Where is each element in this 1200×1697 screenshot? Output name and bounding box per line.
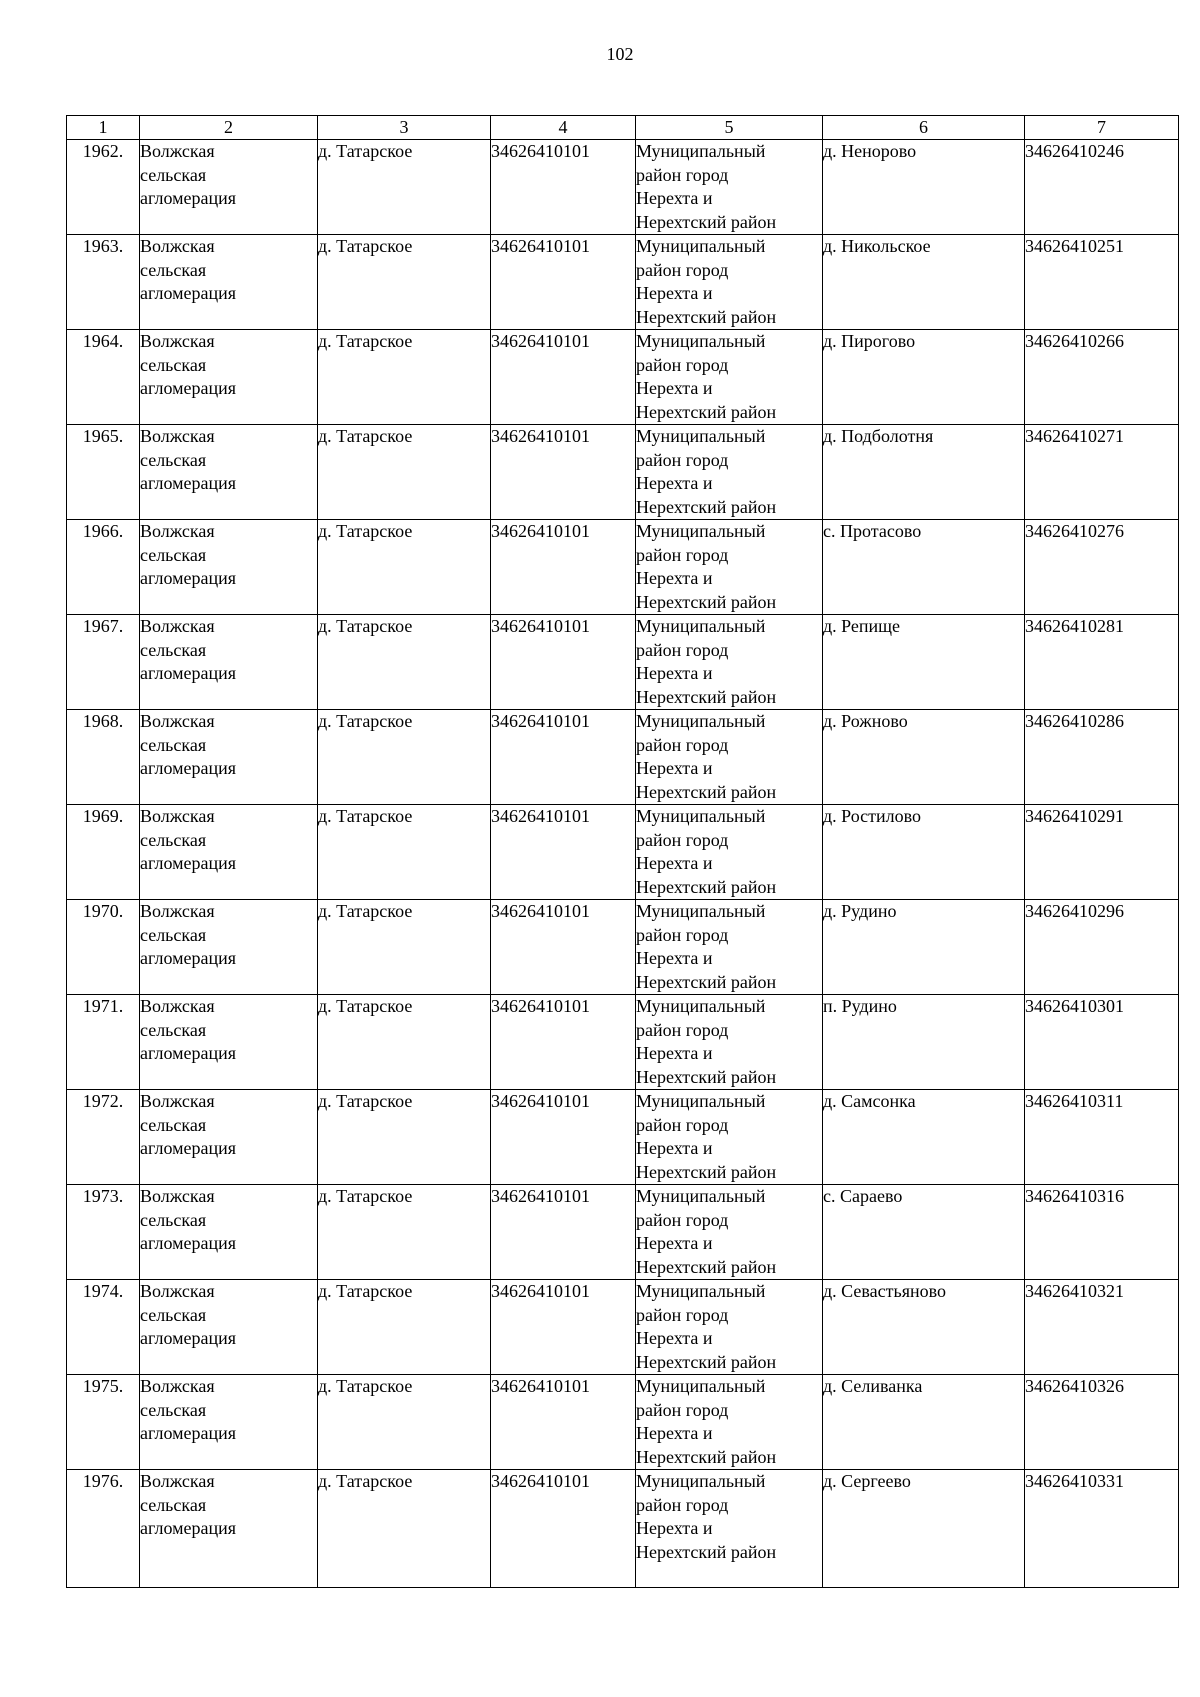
agglomeration-cell: Волжская сельская агломерация: [140, 425, 318, 520]
table-row: [67, 1375, 1179, 1470]
center-code-cell: 34626410101: [491, 710, 636, 805]
center-cell: д. Татарское: [318, 900, 491, 995]
table-header: [67, 116, 1179, 140]
agglomeration-cell: Волжская сельская агломерация: [140, 805, 318, 900]
table-row: [67, 330, 1179, 425]
agglomeration-cell: Волжская сельская агломерация: [140, 615, 318, 710]
district-cell: Муниципальный район город Нерехта и Нерехтский район: [636, 140, 823, 235]
center-code-cell: 34626410101: [491, 900, 636, 995]
column-header-5: 5: [636, 116, 823, 140]
settlement-code-cell: 34626410281: [1025, 615, 1179, 710]
column-header-3: 3: [318, 116, 491, 140]
agglomeration-cell: Волжская сельская агломерация: [140, 235, 318, 330]
settlement-code-cell: 34626410331: [1025, 1470, 1179, 1588]
district-cell: Муниципальный район город Нерехта и Нерехтский район: [636, 900, 823, 995]
column-header-7: 7: [1025, 116, 1179, 140]
settlement-code-cell: 34626410276: [1025, 520, 1179, 615]
table-row: [67, 1280, 1179, 1375]
settlement-code-cell: 34626410316: [1025, 1185, 1179, 1280]
row-number: 1966.: [67, 520, 140, 615]
table-row: [67, 710, 1179, 805]
settlement-cell: д. Сергеево: [823, 1470, 1025, 1588]
center-cell: д. Татарское: [318, 330, 491, 425]
column-header-4: 4: [491, 116, 636, 140]
agglomeration-cell: Волжская сельская агломерация: [140, 995, 318, 1090]
center-cell: д. Татарское: [318, 1280, 491, 1375]
table-row: [67, 425, 1179, 520]
settlement-cell: д. Самсонка: [823, 1090, 1025, 1185]
row-number: 1974.: [67, 1280, 140, 1375]
center-code-cell: 34626410101: [491, 1185, 636, 1280]
settlement-code-cell: 34626410301: [1025, 995, 1179, 1090]
settlement-code-cell: 34626410291: [1025, 805, 1179, 900]
row-number: 1976.: [67, 1470, 140, 1588]
settlement-code-cell: 34626410311: [1025, 1090, 1179, 1185]
column-header-2: 2: [140, 116, 318, 140]
center-cell: д. Татарское: [318, 425, 491, 520]
agglomeration-cell: Волжская сельская агломерация: [140, 1470, 318, 1588]
table-body: [67, 140, 1179, 1588]
center-cell: д. Татарское: [318, 805, 491, 900]
settlement-cell: п. Рудино: [823, 995, 1025, 1090]
agglomeration-cell: Волжская сельская агломерация: [140, 520, 318, 615]
center-code-cell: 34626410101: [491, 235, 636, 330]
settlement-cell: д. Ростилово: [823, 805, 1025, 900]
agglomeration-cell: Волжская сельская агломерация: [140, 330, 318, 425]
table-row: [67, 900, 1179, 995]
settlement-cell: д. Селиванка: [823, 1375, 1025, 1470]
agglomeration-cell: Волжская сельская агломерация: [140, 1375, 318, 1470]
row-number: 1969.: [67, 805, 140, 900]
center-cell: д. Татарское: [318, 1090, 491, 1185]
center-cell: д. Татарское: [318, 1375, 491, 1470]
agglomeration-cell: Волжская сельская агломерация: [140, 710, 318, 805]
center-code-cell: 34626410101: [491, 995, 636, 1090]
row-number: 1972.: [67, 1090, 140, 1185]
center-code-cell: 34626410101: [491, 615, 636, 710]
table-row: [67, 520, 1179, 615]
table-row: [67, 1470, 1179, 1588]
district-cell: Муниципальный район город Нерехта и Нерехтский район: [636, 995, 823, 1090]
row-number: 1975.: [67, 1375, 140, 1470]
center-code-cell: 34626410101: [491, 1090, 636, 1185]
agglomeration-cell: Волжская сельская агломерация: [140, 1090, 318, 1185]
page-number: 102: [606, 44, 634, 64]
settlement-cell: д. Пирогово: [823, 330, 1025, 425]
agglomeration-cell: Волжская сельская агломерация: [140, 900, 318, 995]
center-cell: д. Татарское: [318, 235, 491, 330]
row-number: 1971.: [67, 995, 140, 1090]
table-row: [67, 1185, 1179, 1280]
row-number: 1967.: [67, 615, 140, 710]
table-row: [67, 140, 1179, 235]
settlement-code-cell: 34626410286: [1025, 710, 1179, 805]
settlement-cell: с. Протасово: [823, 520, 1025, 615]
settlement-code-cell: 34626410266: [1025, 330, 1179, 425]
district-cell: Муниципальный район город Нерехта и Нерехтский район: [636, 1185, 823, 1280]
settlement-code-cell: 34626410321: [1025, 1280, 1179, 1375]
row-number: 1963.: [67, 235, 140, 330]
settlement-cell: д. Никольское: [823, 235, 1025, 330]
center-code-cell: 34626410101: [491, 1280, 636, 1375]
table-row: [67, 615, 1179, 710]
center-cell: д. Татарское: [318, 710, 491, 805]
center-code-cell: 34626410101: [491, 1375, 636, 1470]
settlement-code-cell: 34626410296: [1025, 900, 1179, 995]
district-cell: Муниципальный район город Нерехта и Нерехтский район: [636, 330, 823, 425]
agglomeration-cell: Волжская сельская агломерация: [140, 1185, 318, 1280]
center-cell: д. Татарское: [318, 995, 491, 1090]
header-row: [67, 116, 1179, 140]
center-cell: д. Татарское: [318, 615, 491, 710]
settlement-cell: д. Репище: [823, 615, 1025, 710]
settlement-code-cell: 34626410271: [1025, 425, 1179, 520]
center-code-cell: 34626410101: [491, 330, 636, 425]
column-header-1: 1: [67, 116, 140, 140]
settlement-code-cell: 34626410246: [1025, 140, 1179, 235]
center-code-cell: 34626410101: [491, 425, 636, 520]
district-cell: Муниципальный район город Нерехта и Нерехтский район: [636, 805, 823, 900]
table-row: [67, 805, 1179, 900]
center-code-cell: 34626410101: [491, 805, 636, 900]
settlement-cell: д. Ненорово: [823, 140, 1025, 235]
row-number: 1964.: [67, 330, 140, 425]
row-number: 1968.: [67, 710, 140, 805]
settlement-cell: д. Рожново: [823, 710, 1025, 805]
row-number: 1965.: [67, 425, 140, 520]
settlement-cell: д. Подболотня: [823, 425, 1025, 520]
table-row: [67, 995, 1179, 1090]
row-number: 1973.: [67, 1185, 140, 1280]
settlements-table: [66, 115, 1179, 1588]
district-cell: Муниципальный район город Нерехта и Нерехтский район: [636, 1280, 823, 1375]
table-row: [67, 235, 1179, 330]
district-cell: Муниципальный район город Нерехта и Нерехтский район: [636, 1375, 823, 1470]
district-cell: Муниципальный район город Нерехта и Нерехтский район: [636, 615, 823, 710]
district-cell: Муниципальный район город Нерехта и Нерехтский район: [636, 425, 823, 520]
district-cell: Муниципальный район город Нерехта и Нерехтский район: [636, 1470, 823, 1588]
district-cell: Муниципальный район город Нерехта и Нерехтский район: [636, 235, 823, 330]
agglomeration-cell: Волжская сельская агломерация: [140, 140, 318, 235]
settlement-cell: д. Рудино: [823, 900, 1025, 995]
row-number: 1962.: [67, 140, 140, 235]
agglomeration-cell: Волжская сельская агломерация: [140, 1280, 318, 1375]
center-cell: д. Татарское: [318, 520, 491, 615]
settlement-cell: д. Севастьяново: [823, 1280, 1025, 1375]
center-code-cell: 34626410101: [491, 1470, 636, 1588]
center-code-cell: 34626410101: [491, 520, 636, 615]
center-cell: д. Татарское: [318, 140, 491, 235]
district-cell: Муниципальный район город Нерехта и Нерехтский район: [636, 520, 823, 615]
column-header-6: 6: [823, 116, 1025, 140]
settlement-cell: с. Сараево: [823, 1185, 1025, 1280]
table-row: [67, 1090, 1179, 1185]
center-cell: д. Татарское: [318, 1185, 491, 1280]
settlement-code-cell: 34626410251: [1025, 235, 1179, 330]
district-cell: Муниципальный район город Нерехта и Нерехтский район: [636, 1090, 823, 1185]
settlement-code-cell: 34626410326: [1025, 1375, 1179, 1470]
row-number: 1970.: [67, 900, 140, 995]
district-cell: Муниципальный район город Нерехта и Нерехтский район: [636, 710, 823, 805]
center-cell: д. Татарское: [318, 1470, 491, 1588]
center-code-cell: 34626410101: [491, 140, 636, 235]
